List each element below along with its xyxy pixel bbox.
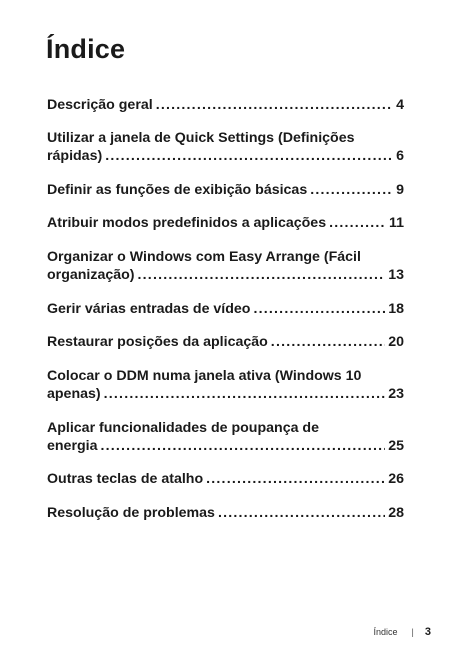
toc-entry-label: Atribuir modos predefinidos a aplicações: [47, 215, 327, 231]
toc-link[interactable]: [47, 181, 404, 199]
footer-page-number: 3: [424, 626, 431, 638]
toc-link[interactable]: [47, 248, 404, 284]
toc-link[interactable]: [47, 367, 404, 403]
toc-page-number: 11: [389, 215, 404, 231]
toc-entry-quick-settings[interactable]: [47, 129, 404, 165]
dot-leader: [253, 300, 385, 318]
toc-link[interactable]: [47, 96, 404, 114]
toc-entry-descricao-geral[interactable]: [47, 96, 404, 114]
toc-entry-label: Restaurar posições da aplicação: [47, 334, 268, 350]
toc-entry-label: Colocar o DDM numa janela ativa (Windows 10: [47, 368, 362, 384]
toc-entry-label: Aplicar funcionalidades de poupança de: [47, 420, 319, 436]
toc-link[interactable]: [47, 214, 404, 232]
toc-entry-label: Outras teclas de atalho: [47, 471, 204, 487]
dot-leader: [329, 214, 386, 232]
toc-link[interactable]: [47, 300, 404, 318]
toc-entry-modos-predefinidos[interactable]: [47, 214, 404, 232]
page-title: Índice: [46, 34, 126, 64]
toc-link[interactable]: [47, 333, 404, 351]
toc-page-number: 9: [396, 182, 404, 198]
toc-page-number: 25: [388, 438, 404, 454]
dot-leader: [100, 437, 385, 455]
dot-leader: [156, 96, 393, 114]
dot-leader: [138, 266, 386, 284]
toc-entry-poupanca-energia[interactable]: [47, 419, 404, 455]
toc-entry-label: Definir as funções de exibição básicas: [47, 182, 308, 198]
toc-entry-teclas-atalho[interactable]: [47, 470, 404, 488]
toc-entry-ddm-janela-ativa[interactable]: [47, 367, 404, 403]
toc-entry-resolucao-problemas[interactable]: [47, 504, 404, 522]
toc-entry-label-continued: rápidas): [47, 148, 103, 164]
dot-leader: [105, 147, 393, 165]
toc-page-number: 18: [388, 301, 404, 317]
dot-leader: [206, 470, 385, 488]
footer-section-label: Índice: [373, 627, 398, 637]
toc-entry-label: Resolução de problemas: [47, 505, 215, 521]
dot-leader: [104, 385, 386, 403]
toc-entry-label: Gerir várias entradas de vídeo: [47, 301, 251, 317]
toc-entry-label-continued: apenas): [47, 386, 101, 402]
toc-page-number: 6: [396, 148, 404, 164]
toc-entry-label-continued: organização): [47, 267, 135, 283]
toc-entry-label: Utilizar a janela de Quick Settings (Definições: [47, 130, 355, 146]
dot-leader: [310, 181, 393, 199]
toc-page-number: 20: [388, 334, 404, 350]
toc-entry-restaurar-posicoes[interactable]: [47, 333, 404, 351]
toc-entry-easy-arrange[interactable]: [47, 248, 404, 284]
footer-separator: |: [411, 627, 414, 637]
toc-link[interactable]: [47, 419, 404, 455]
toc-page-number: 28: [388, 505, 404, 521]
dot-leader: [271, 333, 385, 351]
toc-link[interactable]: [47, 504, 404, 522]
toc-page-number: 13: [388, 267, 404, 283]
toc-page-number: 23: [388, 386, 404, 402]
toc-page-number: 26: [388, 471, 404, 487]
toc-entry-label-continued: energia: [47, 438, 98, 454]
toc-page-number: 4: [396, 97, 404, 113]
toc-entry-label: Organizar o Windows com Easy Arrange (Fácil: [47, 249, 361, 265]
toc-entry-funcoes-exibicao[interactable]: [47, 181, 404, 199]
toc-link[interactable]: [47, 129, 404, 165]
toc-entry-label: Descrição geral: [47, 97, 153, 113]
toc-entry-entradas-video[interactable]: [47, 300, 404, 318]
page-footer: [374, 626, 432, 638]
toc-link[interactable]: [47, 470, 404, 488]
dot-leader: [218, 504, 385, 522]
